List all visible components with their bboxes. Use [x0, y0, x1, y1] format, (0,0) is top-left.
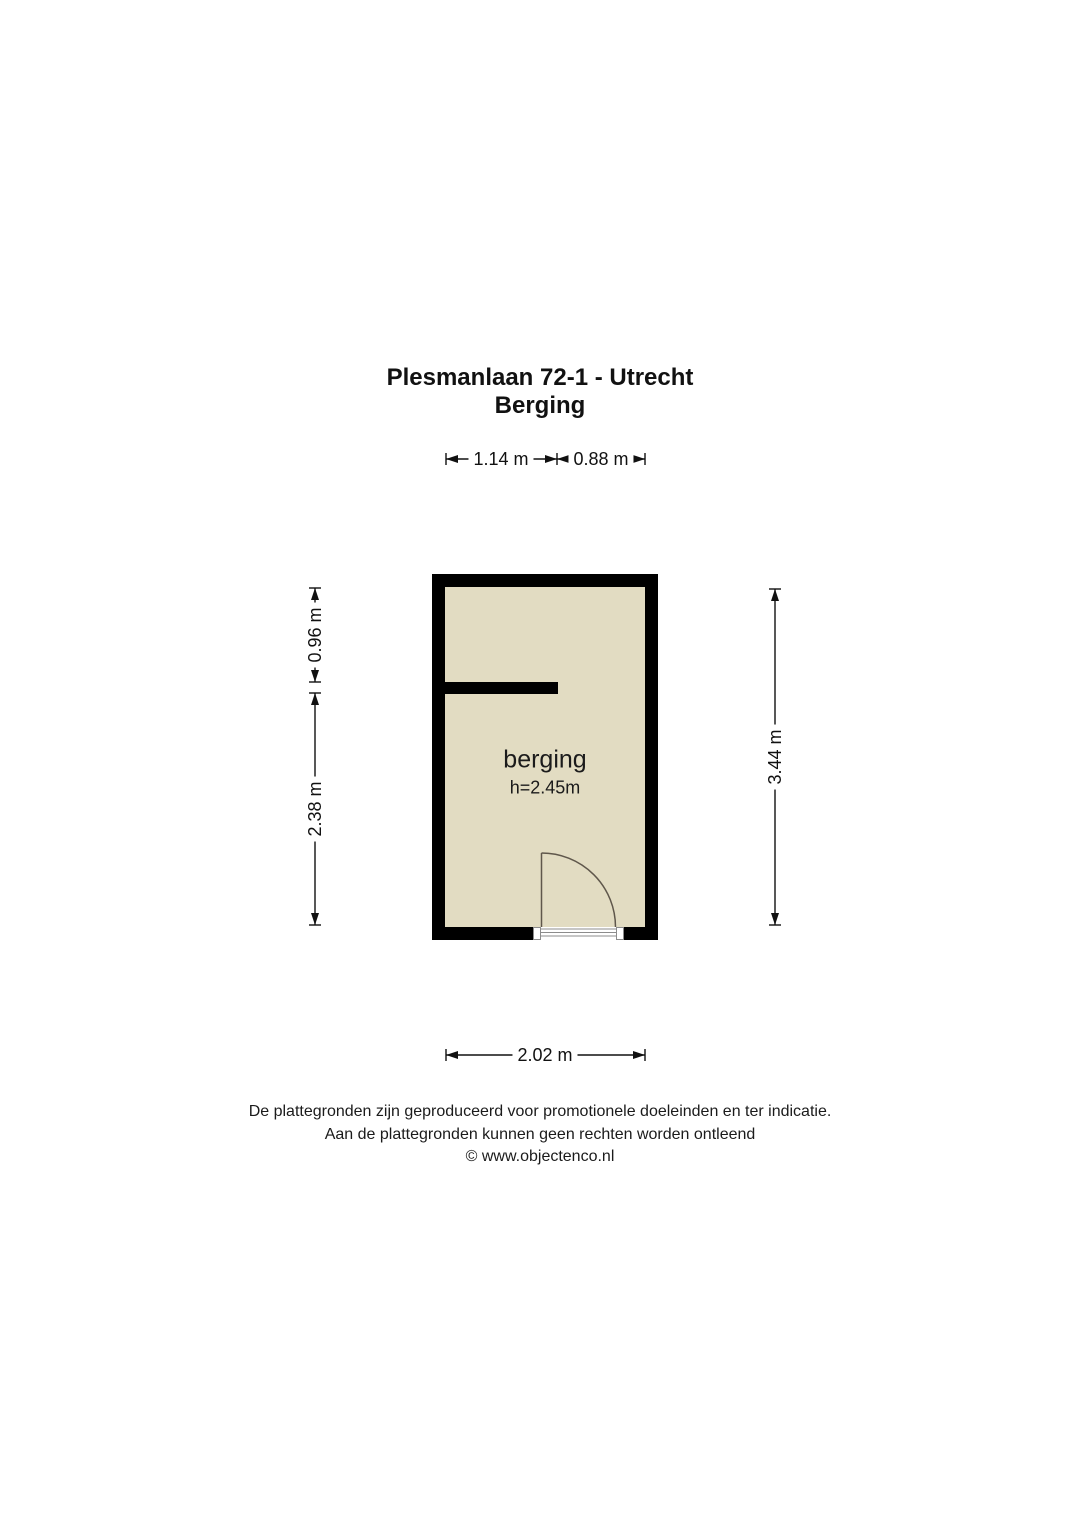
dim-label-right: 3.44 m	[765, 724, 785, 789]
arrow-right-icon	[545, 455, 557, 463]
page-title-floor: Berging	[494, 392, 586, 419]
interior-wall	[445, 682, 558, 694]
arrow-down-icon	[311, 913, 319, 925]
footer-copyright: © www.objectenco.nl	[465, 1148, 615, 1165]
room-ceiling-height-label: h=2.45m	[509, 777, 581, 798]
arrow-right-icon	[633, 1051, 645, 1059]
dim-label-top-1: 1.14 m	[468, 449, 533, 469]
dim-label-left-lower: 2.38 m	[305, 776, 325, 841]
arrow-up-icon	[311, 693, 319, 705]
arrow-left-icon	[446, 1051, 458, 1059]
footer-disclaimer-line1: De plattegronden zijn geproduceerd voor promotionele doeleinden en ter indicatie.	[248, 1103, 832, 1120]
arrow-left-icon	[446, 455, 458, 463]
arrow-right-icon	[633, 455, 645, 463]
page-title-address: Plesmanlaan 72-1 - Utrecht	[386, 364, 694, 391]
door-jamb-left	[534, 928, 541, 940]
arrow-up-icon	[311, 588, 319, 600]
footer-block	[0, 1101, 1080, 1169]
arrow-down-icon	[311, 670, 319, 682]
room-name-label: berging	[503, 745, 587, 774]
dim-label-bottom: 2.02 m	[512, 1045, 577, 1065]
arrow-down-icon	[771, 913, 779, 925]
arrow-up-icon	[771, 589, 779, 601]
footer-disclaimer-line2: Aan de plattegronden kunnen geen rechten worden ontleend	[324, 1125, 756, 1143]
dim-label-left-upper: 0.96 m	[305, 602, 325, 667]
door-jamb-right	[617, 928, 624, 940]
arrow-left-icon	[557, 455, 569, 463]
dim-label-top-2: 0.88 m	[568, 449, 633, 469]
